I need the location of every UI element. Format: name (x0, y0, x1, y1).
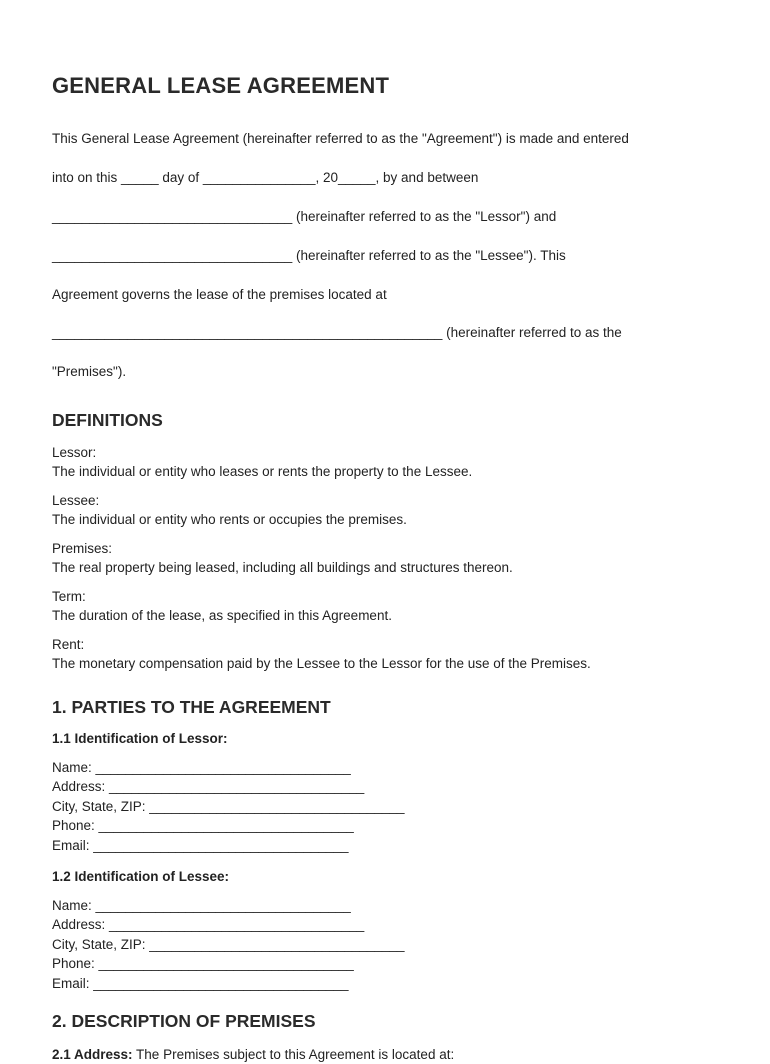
lessee-city-state-zip-field[interactable]: City, State, ZIP: __________________________________ (52, 936, 405, 952)
definition-item (52, 635, 722, 674)
lessor-heading: 1.1 Identification of Lessor: (52, 730, 228, 746)
lessee-name-field[interactable]: Name: __________________________________ (52, 897, 351, 913)
premises-heading: 2. DESCRIPTION OF PREMISES (52, 1010, 316, 1031)
parties-section (52, 696, 722, 994)
intro-line: "Premises"). (52, 364, 127, 380)
definition-term: Term: (52, 588, 86, 604)
intro-line: ____________________________________________________ (hereinafter referred to as the (52, 325, 622, 341)
intro-line: ________________________________ (hereinafter referred to as the "Lessor") and (52, 209, 557, 225)
intro-line: into on this _____ day of _______________, 20_____, by and between (52, 170, 479, 186)
definition-text: The individual or entity who rents or occupies the premises. (52, 512, 407, 528)
premises-address-line (52, 1046, 722, 1064)
lessor-identification (52, 730, 722, 856)
lessor-phone-field[interactable]: Phone: __________________________________ (52, 818, 354, 834)
definition-text: The monetary compensation paid by the Lessee to the Lessor for the use of the Premises. (52, 656, 591, 672)
definition-text: The real property being leased, including all buildings and structures thereon. (52, 560, 513, 576)
lessor-email-field[interactable]: Email: __________________________________ (52, 838, 349, 854)
intro-line: Agreement governs the lease of the premises located at (52, 286, 387, 302)
definition-item (52, 587, 722, 626)
document-title: GENERAL LEASE AGREEMENT (52, 73, 390, 98)
definition-term: Lessor: (52, 444, 97, 460)
definition-text: The individual or entity who leases or rents the property to the Lessee. (52, 464, 473, 480)
intro-line: ________________________________ (hereinafter referred to as the "Lessee"). This (52, 247, 566, 263)
definitions-heading: DEFINITIONS (52, 409, 163, 430)
lessor-city-state-zip-field[interactable]: City, State, ZIP: __________________________________ (52, 798, 405, 814)
definitions-section (52, 409, 722, 674)
lessor-name-field[interactable]: Name: __________________________________ (52, 759, 351, 775)
definition-item (52, 443, 722, 482)
definition-term: Lessee: (52, 492, 100, 508)
parties-heading: 1. PARTIES TO THE AGREEMENT (52, 696, 331, 717)
definition-term: Rent: (52, 636, 85, 652)
premises-address-label: 2.1 Address: (52, 1046, 133, 1062)
definition-term: Premises: (52, 540, 113, 556)
lessee-email-field[interactable]: Email: __________________________________ (52, 976, 349, 992)
definition-item (52, 491, 722, 530)
lessor-address-field[interactable]: Address: __________________________________ (52, 779, 365, 795)
lessee-phone-field[interactable]: Phone: __________________________________ (52, 956, 354, 972)
definition-item (52, 539, 722, 578)
document-body (52, 72, 722, 1064)
lessee-address-field[interactable]: Address: __________________________________ (52, 917, 365, 933)
definition-text: The duration of the lease, as specified in this Agreement. (52, 608, 392, 624)
intro-paragraph (52, 110, 722, 382)
lessee-identification (52, 868, 722, 994)
premises-section (52, 1010, 722, 1064)
lessee-heading: 1.2 Identification of Lessee: (52, 868, 230, 884)
intro-line: This General Lease Agreement (hereinafter referred to as the "Agreement") is made and entered (52, 131, 629, 147)
premises-address-text: The Premises subject to this Agreement is located at: (132, 1046, 455, 1062)
